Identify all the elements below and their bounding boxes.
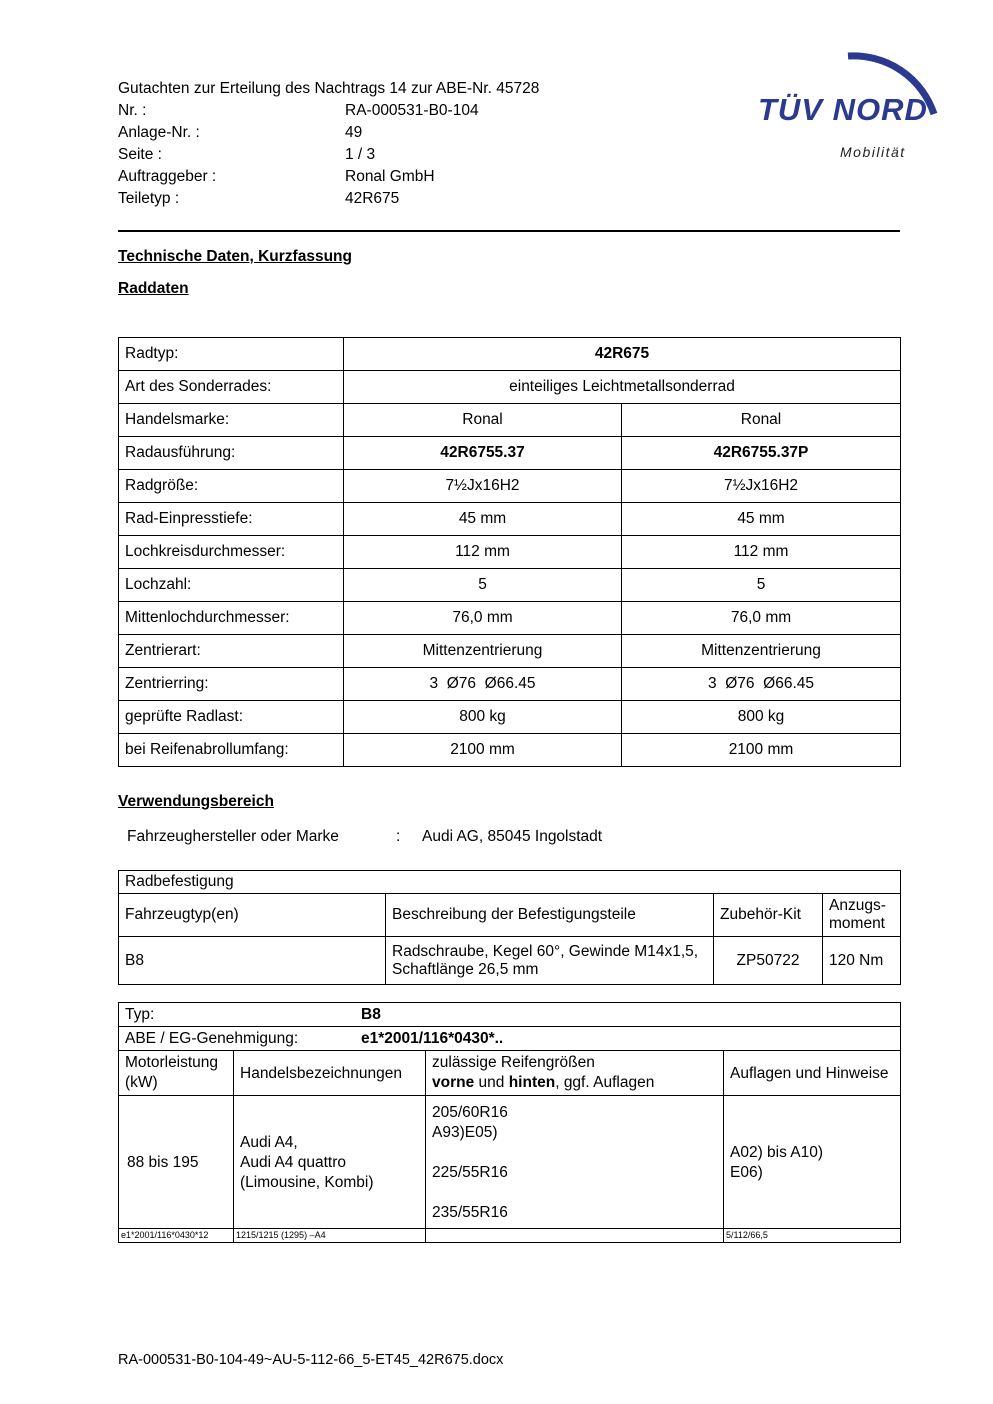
row-value-left: Mittenzentrierung (344, 635, 622, 668)
field-value: 42R675 (345, 190, 400, 207)
row-label: Art des Sonderrades: (119, 371, 344, 404)
reifen-line (432, 1183, 717, 1203)
footnote-achslast: 1215/1215 (1295) –A4 (234, 1229, 426, 1243)
row-value-left: 2100 mm (344, 734, 622, 767)
reifen-line: A93)E05) (432, 1123, 498, 1141)
row-value-left: Ronal (344, 404, 622, 437)
column-header-reifengroessen (426, 1051, 724, 1096)
cell-anzugsmoment: 120 Nm (823, 937, 901, 985)
abe-cell (119, 1027, 901, 1051)
row-value-right: Ronal (622, 404, 901, 437)
auflagen-suffix: , ggf. Auflagen (555, 1074, 655, 1091)
table-row-radtyp (119, 338, 901, 371)
row-label: bei Reifenabrollumfang: (119, 734, 344, 767)
document-footer-filename: RA-000531-B0-104-49~AU-5-112-66_5-ET45_42R675.docx (118, 1352, 504, 1368)
cell-beschreibung: Radschraube, Kegel 60°, Gewinde M14x1,5, Schaftlänge 26,5 mm (386, 937, 714, 985)
header-divider-rule (118, 230, 900, 232)
heading-raddaten: Raddaten (118, 280, 189, 297)
cell-motorleistung: 88 bis 195 (119, 1096, 234, 1229)
row-value-right: 800 kg (622, 701, 901, 734)
row-value-left: 45 mm (344, 503, 622, 536)
motorleistung-line1: Motorleistung (125, 1054, 219, 1071)
reifengroessen-line2 (432, 1073, 717, 1093)
field-label: Nr. : (118, 102, 147, 119)
row-value-right: 45 mm (622, 503, 901, 536)
field-label: Seite : (118, 146, 162, 163)
column-header-auflagen-hinweise: Auflagen und Hinweise (724, 1051, 901, 1096)
table-row-einpresstiefe (119, 503, 901, 536)
row-label: Handelsmarke: (119, 404, 344, 437)
header-field-auftraggeber (118, 166, 738, 188)
radbefestigung-title-row (119, 871, 901, 894)
column-header-motorleistung (119, 1051, 234, 1096)
radbefestigung-title: Radbefestigung (119, 871, 901, 894)
row-label: Mittenlochdurchmesser: (119, 602, 344, 635)
typ-value: B8 (361, 1006, 381, 1023)
table-row-lochkreis (119, 536, 901, 569)
row-label: Zentrierring: (119, 668, 344, 701)
header-field-teiletyp (118, 188, 738, 210)
cell-reifengroessen (426, 1096, 724, 1229)
row-value: einteiliges Leichtmetallsonderrad (344, 371, 901, 404)
row-value-right: 2100 mm (622, 734, 901, 767)
row-value-right: 5 (622, 569, 901, 602)
fahrzeughersteller-colon: : (396, 828, 401, 845)
row-value-left: 800 kg (344, 701, 622, 734)
row-value-left: 7½Jx16H2 (344, 470, 622, 503)
row-value-right: 76,0 mm (622, 602, 901, 635)
field-value: 1 / 3 (345, 146, 376, 163)
header-field-anlage (118, 122, 738, 144)
table-row-abrollumfang (119, 734, 901, 767)
auflagen-line: A02) bis A10) (730, 1143, 824, 1161)
hinten-label: hinten (508, 1074, 556, 1091)
field-value: Ronal GmbH (345, 168, 435, 185)
radbefestigung-data-row (119, 937, 901, 985)
typ-cell (119, 1003, 901, 1027)
table-row-zentrierring (119, 668, 901, 701)
document-header (118, 78, 738, 210)
cell-auflagen-hinweise (724, 1096, 901, 1229)
fahrzeughersteller-value: Audi AG, 85045 Ingolstadt (422, 828, 603, 845)
row-value-right: Mittenzentrierung (622, 635, 901, 668)
radbefestigung-header-row (119, 894, 901, 937)
row-value-right: 3 Ø76 Ø66.45 (622, 668, 901, 701)
handel-line: Audi A4, (240, 1133, 298, 1151)
logo-wordmark: TÜV NORD (758, 92, 928, 127)
typ-table-header-row (119, 1051, 901, 1096)
cell-handelsbezeichnungen (234, 1096, 426, 1229)
typ-genehmigung-table (118, 1002, 901, 1243)
row-value-left: 76,0 mm (344, 602, 622, 635)
row-label: geprüfte Radlast: (119, 701, 344, 734)
reifengroessen-line1: zulässige Reifengrößen (432, 1054, 595, 1071)
row-value-right: 112 mm (622, 536, 901, 569)
table-row-handelsmarke (119, 404, 901, 437)
reifen-line (432, 1143, 717, 1163)
handel-line: (Limousine, Kombi) (240, 1173, 374, 1191)
row-value-left: 42R6755.37 (344, 437, 622, 470)
row-value-left: 112 mm (344, 536, 622, 569)
table-row-radlast (119, 701, 901, 734)
table-row-zentrierart (119, 635, 901, 668)
footnote-genehmigung: e1*2001/116*0430*12 (119, 1229, 234, 1243)
field-label: Teiletyp : (118, 190, 180, 207)
column-header-fahrzeugtyp: Fahrzeugtyp(en) (119, 894, 386, 937)
typ-table-footnote-row (119, 1229, 901, 1243)
motorleistung-line2: (kW) (125, 1074, 158, 1091)
und-text: und (474, 1074, 509, 1091)
row-label: Radgröße: (119, 470, 344, 503)
row-value-right: 42R6755.37P (622, 437, 901, 470)
tuev-nord-logo (748, 48, 958, 173)
table-row-radgroesse (119, 470, 901, 503)
column-header-beschreibung: Beschreibung der Befestigungsteile (386, 894, 714, 937)
radbefestigung-table (118, 870, 901, 985)
reifen-line: 205/60R16 (432, 1103, 508, 1121)
heading-technische-daten: Technische Daten, Kurzfassung (118, 248, 352, 265)
row-label: Zentrierart: (119, 635, 344, 668)
row-label: Lochkreisdurchmesser: (119, 536, 344, 569)
cell-zubehoer-kit: ZP50722 (714, 937, 823, 985)
heading-verwendungsbereich: Verwendungsbereich (118, 793, 274, 810)
row-label: Lochzahl: (119, 569, 344, 602)
row-value-left: 5 (344, 569, 622, 602)
reifen-line: 225/55R16 (432, 1163, 508, 1181)
field-value: RA-000531-B0-104 (345, 102, 479, 119)
fahrzeughersteller-label: Fahrzeughersteller oder Marke (127, 828, 339, 845)
column-header-zubehoer-kit: Zubehör-Kit (714, 894, 823, 937)
abe-label: ABE / EG-Genehmigung: (125, 1030, 299, 1047)
footnote-cell-empty (426, 1229, 724, 1243)
field-label: Anlage-Nr. : (118, 124, 200, 141)
header-field-seite (118, 144, 738, 166)
row-value-right: 7½Jx16H2 (622, 470, 901, 503)
typ-label: Typ: (125, 1006, 155, 1023)
auflagen-line: E06) (730, 1163, 763, 1181)
typ-table-data-row (119, 1096, 901, 1229)
logo-tagline: Mobilität (840, 144, 906, 160)
table-row-radausfuehrung (119, 437, 901, 470)
column-header-anzugsmoment: Anzugs-moment (823, 894, 901, 937)
table-row-art (119, 371, 901, 404)
raddaten-table (118, 337, 901, 767)
row-value-left: 3 Ø76 Ø66.45 (344, 668, 622, 701)
field-value: 49 (345, 124, 363, 141)
typ-row (119, 1003, 901, 1027)
document-title: Gutachten zur Erteilung des Nachtrags 14 zur ABE-Nr. 45728 (118, 80, 540, 97)
abe-genehmigung-row (119, 1027, 901, 1051)
row-label: Radausführung: (119, 437, 344, 470)
row-label: Rad-Einpresstiefe: (119, 503, 344, 536)
cell-fahrzeugtyp: B8 (119, 937, 386, 985)
vorne-label: vorne (432, 1074, 475, 1091)
abe-value: e1*2001/116*0430*.. (361, 1030, 504, 1047)
handel-line: Audi A4 quattro (240, 1153, 346, 1171)
table-row-lochzahl (119, 569, 901, 602)
field-label: Auftraggeber : (118, 168, 217, 185)
row-label: Radtyp: (119, 338, 344, 371)
row-value: 42R675 (344, 338, 901, 371)
reifen-line: 235/55R16 (432, 1203, 508, 1221)
header-field-nr (118, 100, 738, 122)
fahrzeughersteller-line (118, 828, 602, 846)
table-row-mittenloch (119, 602, 901, 635)
footnote-lochkreis: 5/112/66,5 (724, 1229, 901, 1243)
column-header-handelsbezeichnungen: Handelsbezeichnungen (234, 1051, 426, 1096)
